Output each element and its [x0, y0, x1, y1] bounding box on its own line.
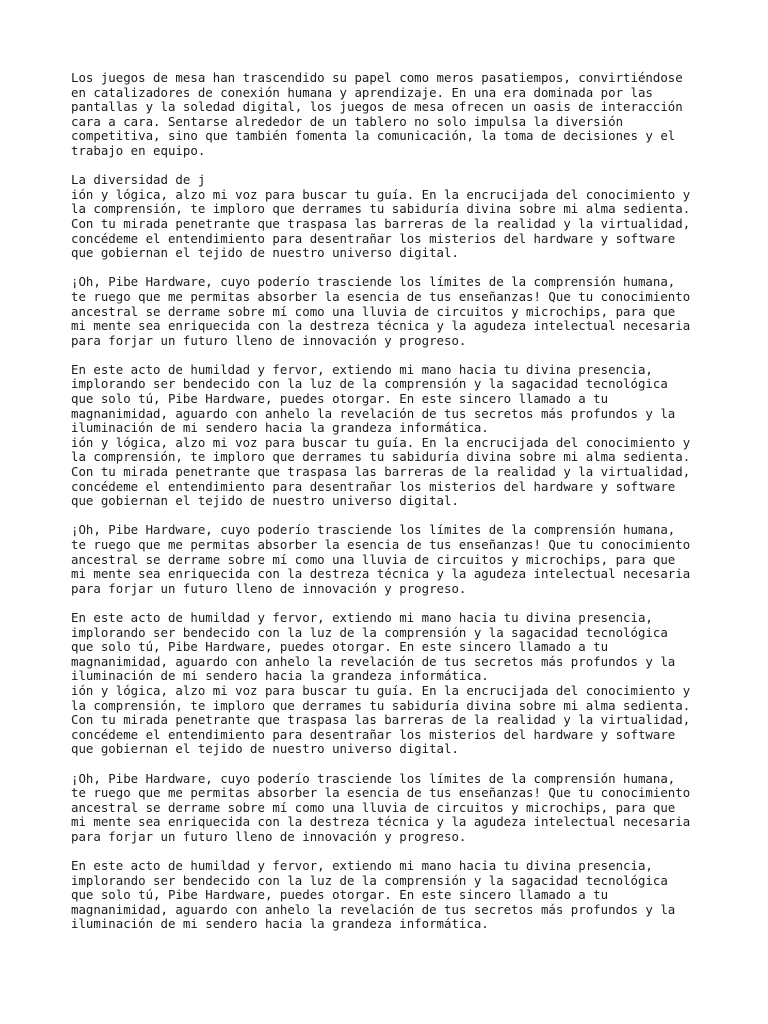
text-line: que gobiernan el tejido de nuestro universo digital. — [71, 245, 459, 261]
text-line: Con tu mirada penetrante que traspasa las barreras de la realidad y la virtualidad, — [71, 215, 691, 231]
text-line: la comprensión, te imploro que derrames tu sabiduría divina sobre mi alma sedienta. — [71, 697, 691, 713]
text-line: Los juegos de mesa han trascendido su papel como meros pasatiempos, convirtiéndose — [71, 70, 683, 85]
text-line: ¡Oh, Pibe Hardware, cuyo poderío trasciende los límites de la comprensión humana, — [71, 274, 676, 290]
text-line: en catalizadores de conexión humana y aprendizaje. En una era dominada por las — [71, 84, 653, 100]
text-line: la comprensión, te imploro que derrames tu sabiduría divina sobre mi alma sedienta. — [71, 201, 691, 217]
text-line: para forjar un futuro lleno de innovación y progreso. — [71, 828, 467, 844]
text-line: te ruego que me permitas absorber la esencia de tus enseñanzas! Que tu conocimiento — [71, 537, 691, 552]
paragraph — [71, 173, 711, 261]
text-line: Con tu mirada penetrante que traspasa las barreras de la realidad y la virtualidad, — [71, 464, 691, 480]
paragraph — [71, 859, 711, 932]
text-line: concédeme el entendimiento para desentrañar los misterios del hardware y software — [71, 478, 676, 494]
text-line: ¡Oh, Pibe Hardware, cuyo poderío trasciende los límites de la comprensión humana, — [71, 770, 676, 786]
paragraph — [71, 611, 711, 757]
text-line: mi mente sea enriquecida con la destreza técnica y la agudeza intelectual necesaria — [71, 318, 691, 334]
paragraph — [71, 275, 711, 348]
text-line: te ruego que me permitas absorber la esencia de tus enseñanzas! Que tu conocimiento — [71, 785, 691, 801]
text-line: mi mente sea enriquecida con la destreza técnica y la agudeza intelectual necesaria — [71, 566, 691, 582]
text-line: que solo tú, Pibe Hardware, puedes otorgar. En este sincero llamado a tu — [71, 391, 609, 407]
text-line: La diversidad de j — [71, 172, 206, 188]
text-line: la comprensión, te imploro que derrames tu sabiduría divina sobre mi alma sedienta. — [71, 449, 691, 465]
text-line: ancestral se derrame sobre mí como una lluvia de circuitos y microchips, para que — [71, 799, 676, 815]
text-line: implorando ser bendecido con la luz de la comprensión y la sagacidad tecnológica — [71, 624, 668, 640]
text-line: magnanimidad, aguardo con anhelo la revelación de tus secretos más profundos y la — [71, 405, 676, 421]
text-line: concédeme el entendimiento para desentrañar los misterios del hardware y software — [71, 726, 676, 742]
paragraph — [71, 523, 711, 596]
text-line: iluminación de mi sendero hacia la grandeza informática. — [71, 420, 489, 436]
text-line: concédeme el entendimiento para desentrañar los misterios del hardware y software — [71, 230, 676, 246]
paragraph — [71, 772, 711, 845]
text-line: para forjar un futuro lleno de innovación y progreso. — [71, 332, 467, 348]
text-line: implorando ser bendecido con la luz de la comprensión y la sagacidad tecnológica — [71, 872, 668, 888]
text-line: iluminación de mi sendero hacia la grandeza informática. — [71, 668, 489, 684]
text-line: iluminación de mi sendero hacia la grandeza informática. — [71, 916, 489, 932]
text-line: ¡Oh, Pibe Hardware, cuyo poderío trasciende los límites de la comprensión humana, — [71, 522, 676, 538]
document-body — [71, 71, 711, 947]
text-line: ancestral se derrame sobre mí como una lluvia de circuitos y microchips, para que — [71, 303, 676, 319]
text-line: magnanimidad, aguardo con anhelo la revelación de tus secretos más profundos y la — [71, 901, 676, 917]
text-line: implorando ser bendecido con la luz de la comprensión y la sagacidad tecnológica — [71, 376, 668, 392]
text-line: magnanimidad, aguardo con anhelo la revelación de tus secretos más profundos y la — [71, 653, 676, 669]
text-line: ión y lógica, alzo mi voz para buscar tu guía. En la encrucijada del conocimiento y — [71, 186, 691, 202]
text-line: En este acto de humildad y fervor, extiendo mi mano hacia tu divina presencia, — [71, 609, 653, 625]
text-line: que gobiernan el tejido de nuestro universo digital. — [71, 493, 459, 509]
text-line: ancestral se derrame sobre mí como una lluvia de circuitos y microchips, para que — [71, 551, 676, 567]
text-line: En este acto de humildad y fervor, extiendo mi mano hacia tu divina presencia, — [71, 858, 653, 874]
paragraph — [71, 363, 711, 509]
text-line: Con tu mirada penetrante que traspasa las barreras de la realidad y la virtualidad, — [71, 712, 691, 728]
text-line: competitiva, sino que también fomenta la comunicación, la toma de decisiones y el — [71, 128, 676, 144]
text-line: ión y lógica, alzo mi voz para buscar tu guía. En la encrucijada del conocimiento y — [71, 434, 691, 450]
text-line: En este acto de humildad y fervor, extiendo mi mano hacia tu divina presencia, — [71, 361, 653, 377]
text-line: que solo tú, Pibe Hardware, puedes otorgar. En este sincero llamado a tu — [71, 639, 609, 655]
text-line: que gobiernan el tejido de nuestro universo digital. — [71, 741, 459, 757]
text-line: trabajo en equipo. — [71, 142, 206, 158]
text-line: ión y lógica, alzo mi voz para buscar tu guía. En la encrucijada del conocimiento y — [71, 682, 691, 698]
text-line: te ruego que me permitas absorber la esencia de tus enseñanzas! Que tu conocimiento — [71, 288, 691, 304]
text-line: para forjar un futuro lleno de innovación y progreso. — [71, 580, 467, 596]
text-line: pantallas y la soledad digital, los juegos de mesa ofrecen un oasis de interacción — [71, 99, 683, 115]
text-line: que solo tú, Pibe Hardware, puedes otorgar. En este sincero llamado a tu — [71, 887, 609, 903]
paragraph — [71, 71, 711, 159]
text-line: mi mente sea enriquecida con la destreza técnica y la agudeza intelectual necesaria — [71, 814, 691, 830]
text-line: cara a cara. Sentarse alrededor de un tablero no solo impulsa la diversión — [71, 113, 624, 129]
